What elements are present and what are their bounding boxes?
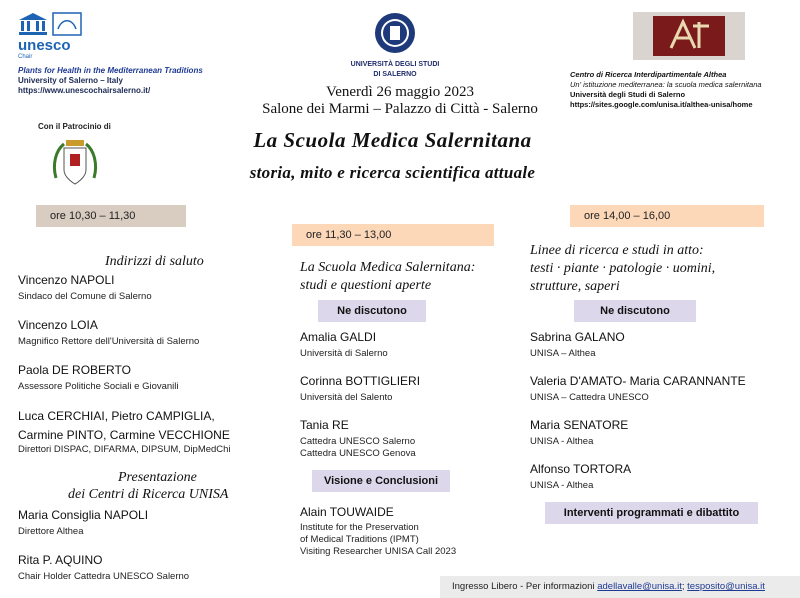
speaker-entry [530, 418, 790, 448]
althea-url[interactable]: https://sites.google.com/unisa.it/althea-unisa/home [570, 100, 753, 109]
speaker-name: Tania RE [300, 418, 349, 432]
time-slot-2: ore 11,30 – 13,00 [292, 224, 494, 246]
speaker-entry [530, 374, 790, 404]
col2-heading-line1: La Scuola Medica Salernitana: [300, 260, 476, 275]
university-header [335, 12, 455, 79]
speaker-name: Sabrina GALANO [530, 330, 625, 344]
speaker-name: Valeria D'AMATO- Maria CARANNANTE [530, 374, 746, 388]
speaker-role: Sindaco del Comune di Salerno [18, 291, 152, 302]
speaker-entry [18, 318, 278, 348]
speaker-role: Direttori DISPAC, DIFARMA, DIPSUM, DipMedChi [18, 444, 231, 455]
speaker-name: Alain TOUWAIDE [300, 505, 394, 519]
col2-heading [300, 260, 500, 294]
time-slot-3: ore 14,00 – 16,00 [570, 205, 764, 227]
email-link-2[interactable]: tesposito@unisa.it [687, 581, 765, 592]
speaker-role: Magnifico Rettore dell'Università di Salerno [18, 336, 200, 347]
speaker-entry [530, 330, 790, 360]
event-info [210, 84, 590, 118]
althea-monogram-icon [633, 12, 745, 60]
col3-heading [530, 243, 770, 295]
title-block [205, 128, 580, 183]
footer-text: Ingresso Libero - Per informazioni [452, 581, 598, 592]
col2-heading-line2: studi e questioni aperte [300, 278, 432, 293]
patrocinio-label: Con il Patrocinio di [38, 122, 111, 131]
speaker-name: Amalia GALDI [300, 330, 377, 344]
speaker-name: Vincenzo LOIA [18, 318, 98, 332]
event-venue: Salone dei Marmi – Palazzo di Città - Salerno [262, 101, 538, 117]
speaker-entry [300, 505, 490, 558]
speaker-entry [300, 330, 490, 360]
althea-logo [633, 12, 745, 60]
althea-center-name: Centro di Ricerca Interdipartimentale Althea [570, 70, 727, 79]
speaker-name: Maria SENATORE [530, 418, 629, 432]
page-title: La Scuola Medica Salernitana [253, 128, 532, 152]
unesco-logo [18, 12, 218, 36]
speaker-name: Paola DE ROBERTO [18, 363, 131, 377]
email-link-1[interactable]: adellavalle@unisa.it [597, 581, 682, 592]
speaker-name: Luca CERCHIAI, Pietro CAMPIGLIA, [18, 409, 215, 423]
speaker-entry [18, 409, 278, 456]
speaker-role: Visiting Researcher UNISA Call 2023 [300, 546, 457, 557]
col1-heading2-line1: Presentazione [118, 470, 197, 485]
university-seal-icon [374, 12, 416, 54]
unesco-url[interactable]: https://www.unescochairsalerno.it/ [18, 86, 151, 95]
speaker-name: Rita P. AQUINO [18, 553, 103, 567]
footer-separator: ; [681, 581, 688, 592]
speaker-role: UNISA – Althea [530, 348, 596, 359]
visione-conclusioni-label: Visione e Conclusioni [312, 470, 450, 492]
speaker-role: Institute for the Preservation [300, 522, 419, 533]
speaker-role: UNISA - Althea [530, 480, 594, 491]
speaker-role: Cattedra UNESCO Genova [300, 448, 416, 459]
speaker-entry [18, 273, 278, 303]
althea-info [570, 70, 795, 110]
speaker-role: Chair Holder Cattedra UNESCO Salerno [18, 571, 190, 582]
speaker-name: Vincenzo NAPOLI [18, 273, 115, 287]
speaker-entry [18, 553, 278, 583]
unesco-logo-word: unesco [18, 37, 71, 54]
unesco-chair-title: Plants for Health in the Mediterranean Traditions [18, 66, 203, 75]
unesco-temple-icon [18, 12, 48, 36]
col3-heading-line3: strutture, saperi [530, 279, 620, 294]
university-name-line1: UNIVERSITÀ DEGLI STUDI [350, 61, 440, 68]
speaker-role: Università di Salerno [300, 348, 388, 359]
page-subtitle: storia, mito e ricerca scientifica attuale [249, 163, 536, 182]
ne-discutono-label: Ne discutono [318, 300, 426, 322]
althea-subtitle: Un' istituzione mediterranea: la scuola medica salernitana [570, 80, 762, 89]
unesco-chair-label: Chair [18, 54, 33, 60]
col1-heading: Indirizzi di saluto [105, 254, 204, 269]
speaker-role: Università del Salento [300, 392, 393, 403]
speaker-entry [300, 374, 490, 404]
col3-heading-line2: testi · piante · patologie · uomini, [530, 261, 716, 276]
althea-university: Università degli Studi di Salerno [570, 90, 686, 99]
speaker-name: Corinna BOTTIGLIERI [300, 374, 421, 388]
speaker-role: of Medical Traditions (IPMT) [300, 534, 419, 545]
footer-info [440, 576, 800, 598]
unesco-header [18, 12, 218, 96]
speaker-entry [530, 462, 790, 492]
speaker-entry [300, 418, 490, 460]
ne-discutono-label: Ne discutono [574, 300, 696, 322]
speaker-name: Alfonso TORTORA [530, 462, 632, 476]
speaker-role: UNISA - Althea [530, 436, 594, 447]
speaker-entry [18, 508, 278, 538]
university-name-line2: DI SALERNO [373, 71, 417, 78]
comune-crest-icon [50, 138, 100, 190]
speaker-name-cont: Carmine PINTO, Carmine VECCHIONE [18, 428, 230, 442]
unesco-chair-icon [52, 12, 82, 36]
speaker-role: Direttore Althea [18, 526, 84, 537]
unesco-university: University of Salerno – Italy [18, 76, 123, 85]
speaker-role: UNISA – Cattedra UNESCO [530, 392, 649, 403]
event-date: Venerdì 26 maggio 2023 [326, 84, 474, 100]
speaker-name: Maria Consiglia NAPOLI [18, 508, 149, 522]
speaker-entry [18, 363, 278, 393]
speaker-role: Cattedra UNESCO Salerno [300, 436, 416, 447]
col1-heading2-line2: dei Centri di Ricerca UNISA [68, 487, 229, 502]
speaker-role: Assessore Politiche Sociali e Giovanili [18, 381, 179, 392]
interventi-label: Interventi programmati e dibattito [545, 502, 758, 524]
col3-heading-line1: Linee di ricerca e studi in atto: [530, 243, 704, 258]
time-slot-1: ore 10,30 – 11,30 [36, 205, 186, 227]
